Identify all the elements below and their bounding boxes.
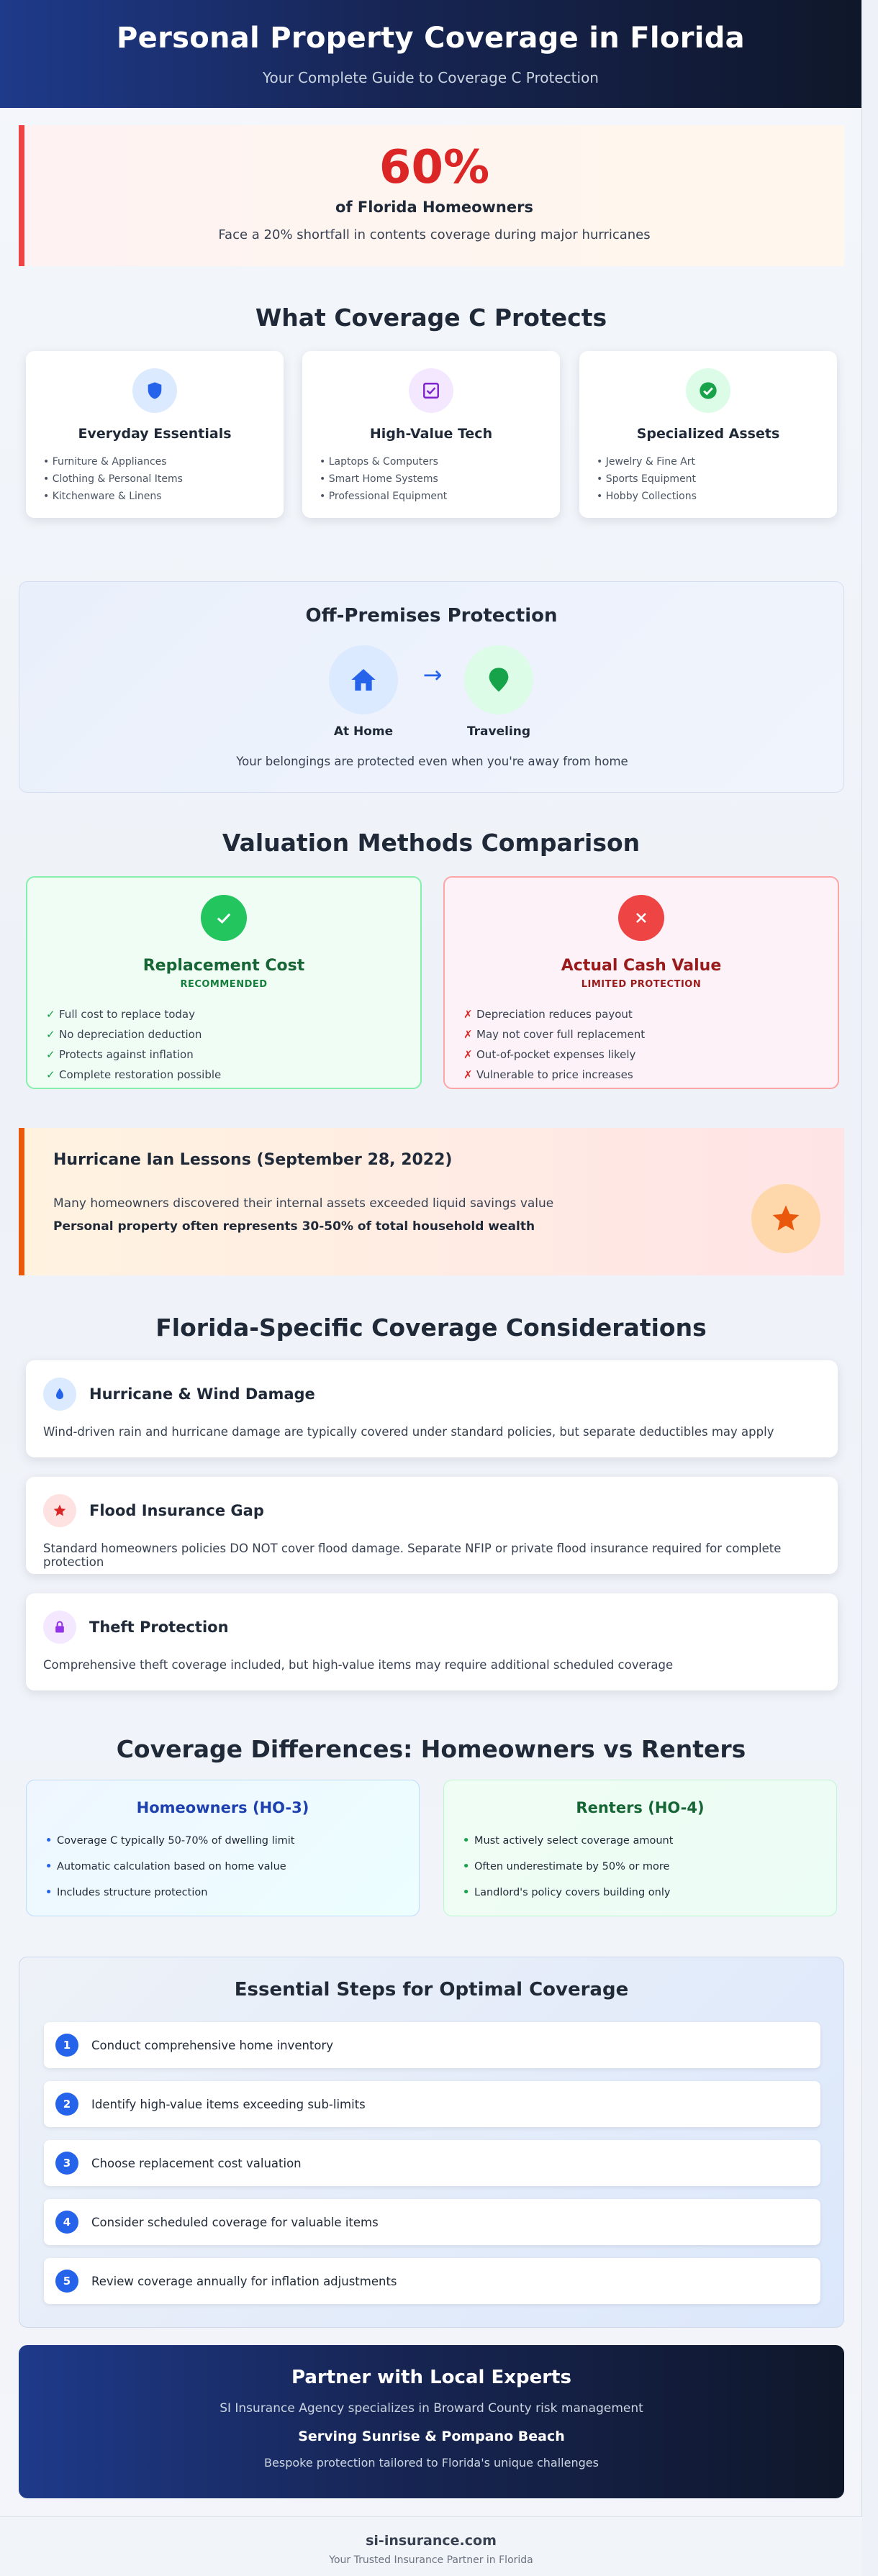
star-icon	[751, 1184, 820, 1253]
partner-title: Partner with Local Experts	[291, 2367, 571, 2388]
florida-item-text: Comprehensive theft coverage included, but high-value items may require additional scheduled coverage	[43, 1658, 674, 1672]
partner-line2: Serving Sunrise & Pompano Beach	[298, 2429, 565, 2444]
list-item: • Jewelry & Fine Art	[597, 456, 695, 468]
list-item: • Professional Equipment	[320, 491, 448, 502]
home-label: At Home	[333, 724, 394, 739]
step-text: Consider scheduled coverage for valuable items	[91, 2215, 379, 2229]
list-item: • Includes structure protection	[45, 1887, 208, 1898]
off-premises-section	[19, 581, 844, 793]
step-item	[44, 2140, 820, 2186]
florida-item-title: Hurricane & Wind Damage	[89, 1385, 315, 1403]
list-item: • Coverage C typically 50-70% of dwelling limit	[45, 1835, 295, 1847]
hurricane-ian-title: Hurricane Ian Lessons (September 28, 2022)	[53, 1151, 453, 1169]
replacement-cost-card	[26, 876, 422, 1089]
lock-icon	[43, 1611, 76, 1644]
florida-item-text: Standard homeowners policies DO NOT cover flood damage. Separate NFIP or private flood insurance required for complete protection	[43, 1542, 782, 1569]
list-item: ✗ Vulnerable to price increases	[463, 1068, 633, 1081]
step-text: Conduct comprehensive home inventory	[91, 2038, 334, 2052]
page-header	[0, 0, 861, 108]
drop-icon	[43, 1378, 76, 1411]
step-item	[44, 2258, 820, 2304]
off-premises-note: Your belongings are protected even when you're away from home	[236, 755, 628, 768]
recommended-badge: RECOMMENDED	[180, 979, 268, 990]
list-item: ✗ Out-of-pocket expenses likely	[463, 1048, 636, 1061]
stat-percent: 60%	[379, 141, 490, 194]
florida-item-text: Wind-driven rain and hurricane damage are typically covered under standard policies, but separate deductibles may apply	[43, 1425, 774, 1439]
partner-line1: SI Insurance Agency specializes in Broward County risk management	[220, 2401, 643, 2416]
stat-description: Face a 20% shortfall in contents coverage during major hurricanes	[218, 227, 651, 242]
valuation-title: Valuation Methods Comparison	[222, 829, 641, 857]
step-number: 5	[55, 2270, 78, 2293]
step-text: Identify high-value items exceeding sub-limits	[91, 2097, 366, 2111]
florida-title: Florida-Specific Coverage Considerations	[155, 1314, 707, 1342]
shield-icon	[132, 368, 177, 413]
step-item	[44, 2081, 820, 2127]
page-footer	[0, 2516, 862, 2576]
steps-title: Essential Steps for Optimal Coverage	[234, 1979, 629, 2001]
list-item: • Landlord's policy covers building only	[463, 1887, 671, 1898]
step-number: 1	[55, 2034, 78, 2057]
protect-card-title: Everyday Essentials	[78, 426, 232, 442]
replacement-cost-title: Replacement Cost	[142, 957, 305, 975]
protect-card-tech	[302, 351, 560, 518]
list-item: ✓ Protects against inflation	[46, 1048, 194, 1061]
location-pin-icon	[464, 645, 533, 714]
list-item: • Kitchenware & Linens	[43, 491, 162, 502]
list-item: • Furniture & Appliances	[43, 456, 167, 468]
stat-label: of Florida Homeowners	[335, 199, 533, 216]
off-premises-title: Off-Premises Protection	[305, 605, 558, 627]
star-icon	[43, 1494, 76, 1527]
actual-cash-value-card	[443, 876, 839, 1089]
step-number: 2	[55, 2093, 78, 2116]
home-icon	[329, 645, 398, 714]
florida-item-theft	[26, 1593, 838, 1690]
stat-callout	[19, 125, 844, 266]
page-subtitle: Your Complete Guide to Coverage C Protection	[262, 69, 599, 86]
hurricane-ian-line2: Personal property often represents 30-50% of total household wealth	[53, 1219, 535, 1234]
homeowners-title: Homeowners (HO-3)	[136, 1799, 309, 1816]
actual-cash-value-title: Actual Cash Value	[561, 957, 722, 975]
hurricane-ian-callout	[19, 1128, 844, 1275]
limited-protection-badge: LIMITED PROTECTION	[581, 979, 702, 990]
protect-card-title: Specialized Assets	[636, 426, 780, 442]
list-item: • Smart Home Systems	[320, 473, 438, 485]
renters-title: Renters (HO-4)	[576, 1799, 705, 1816]
partner-section	[19, 2345, 844, 2498]
footer-tagline: Your Trusted Insurance Partner in Florida	[329, 2554, 533, 2566]
list-item: • Clothing & Personal Items	[43, 473, 183, 485]
close-icon	[618, 895, 664, 941]
check-badge-icon	[686, 368, 730, 413]
checkbox-icon	[409, 368, 453, 413]
step-text: Review coverage annually for inflation adjustments	[91, 2274, 397, 2288]
list-item: ✓ Complete restoration possible	[46, 1068, 222, 1081]
list-item: • Hobby Collections	[597, 491, 697, 502]
homeowners-card	[26, 1780, 420, 1916]
arrow-right-icon: →	[422, 661, 443, 688]
hurricane-ian-line1: Many homeowners discovered their internal assets exceeded liquid savings value	[53, 1196, 554, 1211]
differences-title: Coverage Differences: Homeowners vs Renters	[116, 1735, 746, 1763]
protect-card-everyday	[26, 351, 284, 518]
step-number: 3	[55, 2152, 78, 2175]
list-item: ✓ Full cost to replace today	[46, 1008, 195, 1021]
protect-card-specialized	[579, 351, 837, 518]
florida-item-title: Theft Protection	[89, 1619, 229, 1636]
florida-item-flood	[26, 1477, 838, 1574]
travel-label: Traveling	[466, 724, 531, 739]
renters-card	[443, 1780, 837, 1916]
list-item: • Sports Equipment	[597, 473, 697, 485]
list-item: ✗ Depreciation reduces payout	[463, 1008, 633, 1021]
step-item	[44, 2022, 820, 2068]
step-text: Choose replacement cost valuation	[91, 2156, 302, 2170]
step-number: 4	[55, 2211, 78, 2234]
steps-section	[19, 1957, 844, 2328]
footer-site-link[interactable]: si-insurance.com	[366, 2533, 497, 2549]
partner-line3: Bespoke protection tailored to Florida's unique challenges	[264, 2456, 599, 2470]
list-item: ✓ No depreciation deduction	[46, 1028, 202, 1041]
florida-item-hurricane	[26, 1360, 838, 1457]
list-item: • Automatic calculation based on home value	[45, 1861, 286, 1872]
check-icon	[201, 895, 247, 941]
protect-card-title: High-Value Tech	[369, 426, 493, 442]
step-item	[44, 2199, 820, 2245]
list-item: • Must actively select coverage amount	[463, 1835, 674, 1847]
page-title: Personal Property Coverage in Florida	[117, 22, 745, 55]
list-item: ✗ May not cover full replacement	[463, 1028, 646, 1041]
protects-title: What Coverage C Protects	[255, 304, 607, 332]
florida-item-title: Flood Insurance Gap	[89, 1502, 264, 1519]
list-item: • Often underestimate by 50% or more	[463, 1861, 670, 1872]
list-item: • Laptops & Computers	[320, 456, 438, 468]
